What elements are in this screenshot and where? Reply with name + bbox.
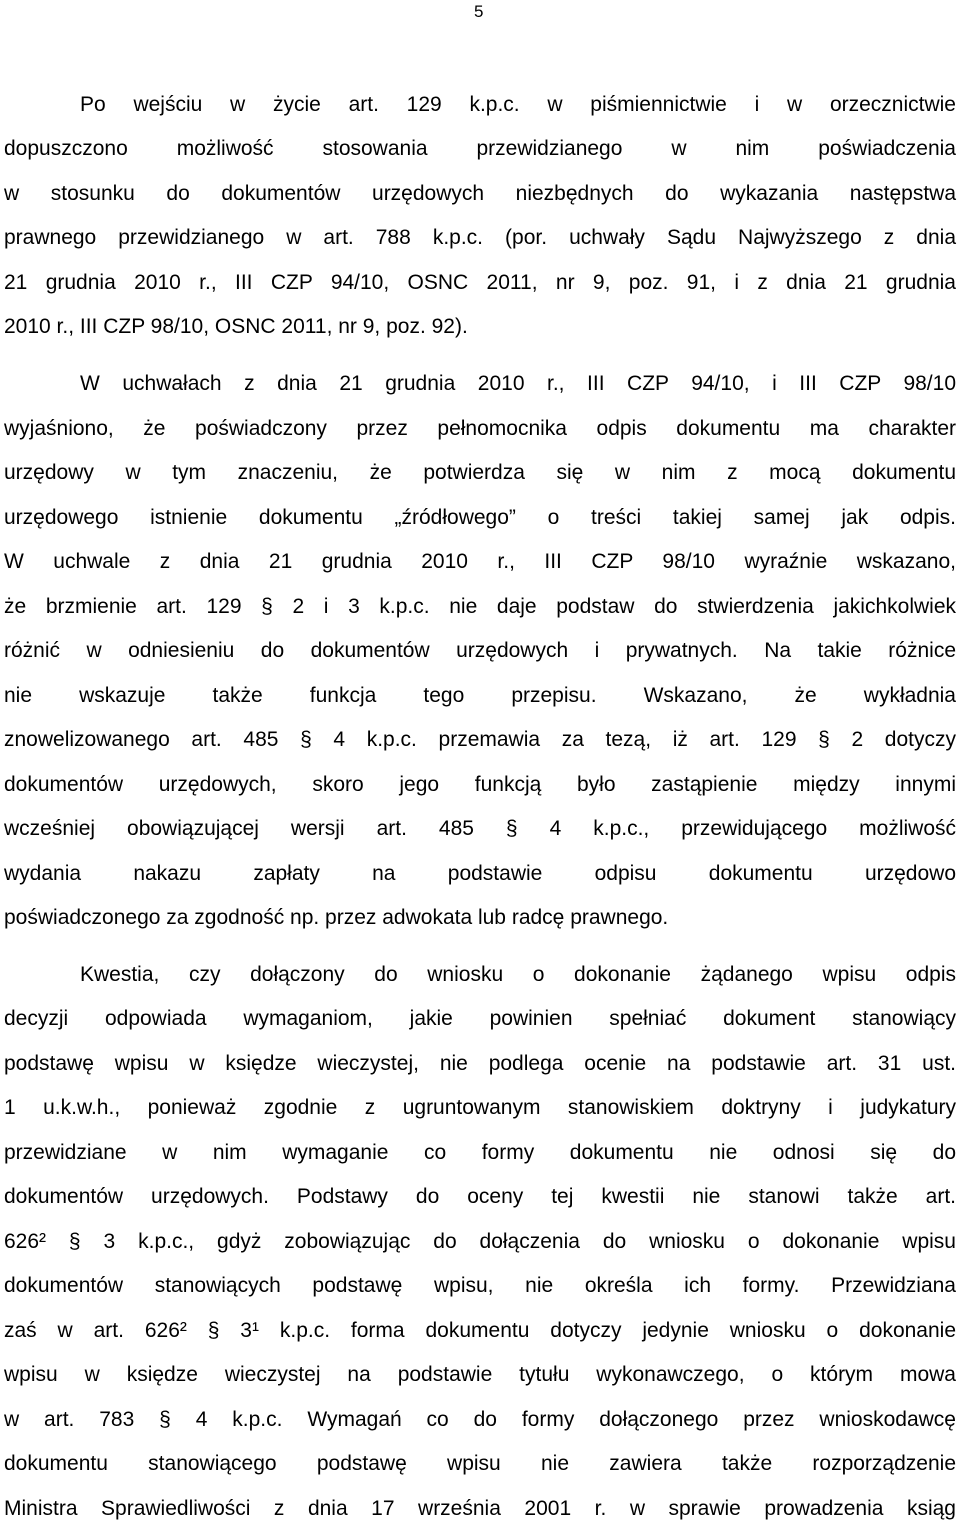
text-line: zaś w art. 626² § 3¹ k.p.c. forma dokumentu dotyczy jedynie wniosku o dokonanie xyxy=(4,1319,956,1342)
text-line: znowelizowanego art. 485 § 4 k.p.c. przemawia za tezą, iż art. 129 § 2 dotyczy xyxy=(4,728,956,751)
text-line: dokumentów urzędowych, skoro jego funkcją było zastąpienie między innymi xyxy=(4,773,956,796)
text-line: decyzji odpowiada wymaganiom, jakie powinien spełniać dokument stanowiący xyxy=(4,1007,956,1030)
text-line: w stosunku do dokumentów urzędowych niezbędnych do wykazania następstwa xyxy=(4,182,956,205)
text-line: w art. 783 § 4 k.p.c. Wymagań co do formy dołączonego przez wnioskodawcę xyxy=(4,1408,956,1431)
text-line: dokumentów stanowiących podstawę wpisu, nie określa ich formy. Przewidziana xyxy=(4,1274,956,1297)
text-line: różnić w odniesieniu do dokumentów urzędowych i prywatnych. Na takie różnice xyxy=(4,639,956,662)
text-line: Po wejściu w życie art. 129 k.p.c. w piśmiennictwie i w orzecznictwie xyxy=(80,93,956,116)
text-line: W uchwale z dnia 21 grudnia 2010 r., III CZP 98/10 wyraźnie wskazano, xyxy=(4,550,956,573)
text-line: wyjaśniono, że poświadczony przez pełnomocnika odpis dokumentu ma charakter xyxy=(4,417,956,440)
text-line: przewidziane w nim wymaganie co formy dokumentu nie odnosi się do xyxy=(4,1141,956,1164)
text-line: poświadczonego za zgodność np. przez adwokata lub radcę prawnego. xyxy=(4,906,669,929)
text-line: Kwestia, czy dołączony do wniosku o dokonanie żądanego wpisu odpis xyxy=(80,963,956,986)
text-line: że brzmienie art. 129 § 2 i 3 k.p.c. nie daje podstaw do stwierdzenia jakichkolwiek xyxy=(4,595,956,618)
text-line: prawnego przewidzianego w art. 788 k.p.c. (por. uchwały Sądu Najwyższego z dnia xyxy=(4,226,956,249)
text-line: wydania nakazu zapłaty na podstawie odpisu dokumentu urzędowo xyxy=(4,862,956,885)
text-line: nie wskazuje także funkcja tego przepisu. Wskazano, że wykładnia xyxy=(4,684,956,707)
page-number: 5 xyxy=(474,2,484,21)
text-line: W uchwałach z dnia 21 grudnia 2010 r., III CZP 94/10, i III CZP 98/10 xyxy=(80,372,956,395)
text-line: 626² § 3 k.p.c., gdyż zobowiązując do dołączenia do wniosku o dokonanie wpisu xyxy=(4,1230,956,1253)
text-line: wcześniej obowiązującej wersji art. 485 § 4 k.p.c., przewidującego możliwość xyxy=(4,817,956,840)
text-line: urzędowy w tym znaczeniu, że potwierdza się w nim z mocą dokumentu xyxy=(4,461,956,484)
text-line: 1 u.k.w.h., ponieważ zgodnie z ugruntowanym stanowiskiem doktryny i judykatury xyxy=(4,1096,956,1119)
text-line: dokumentów urzędowych. Podstawy do oceny tej kwestii nie stanowi także art. xyxy=(4,1185,956,1208)
text-line: 2010 r., III CZP 98/10, OSNC 2011, nr 9, poz. 92). xyxy=(4,315,468,338)
text-line: dokumentu stanowiącego podstawę wpisu nie zawiera także rozporządzenie xyxy=(4,1452,956,1475)
text-line: dopuszczono możliwość stosowania przewidzianego w nim poświadczenia xyxy=(4,137,956,160)
text-line: Ministra Sprawiedliwości z dnia 17 września 2001 r. w sprawie prowadzenia ksiąg xyxy=(4,1497,956,1520)
text-line: podstawę wpisu w księdze wieczystej, nie podlega ocenie na podstawie art. 31 ust. xyxy=(4,1052,956,1075)
text-line: 21 grudnia 2010 r., III CZP 94/10, OSNC 2011, nr 9, poz. 91, i z dnia 21 grudnia xyxy=(4,271,956,294)
text-line: urzędowego istnienie dokumentu „źródłowego” o treści takiej samej jak odpis. xyxy=(4,506,956,529)
text-line: wpisu w księdze wieczystej na podstawie tytułu wykonawczego, o którym mowa xyxy=(4,1363,956,1386)
